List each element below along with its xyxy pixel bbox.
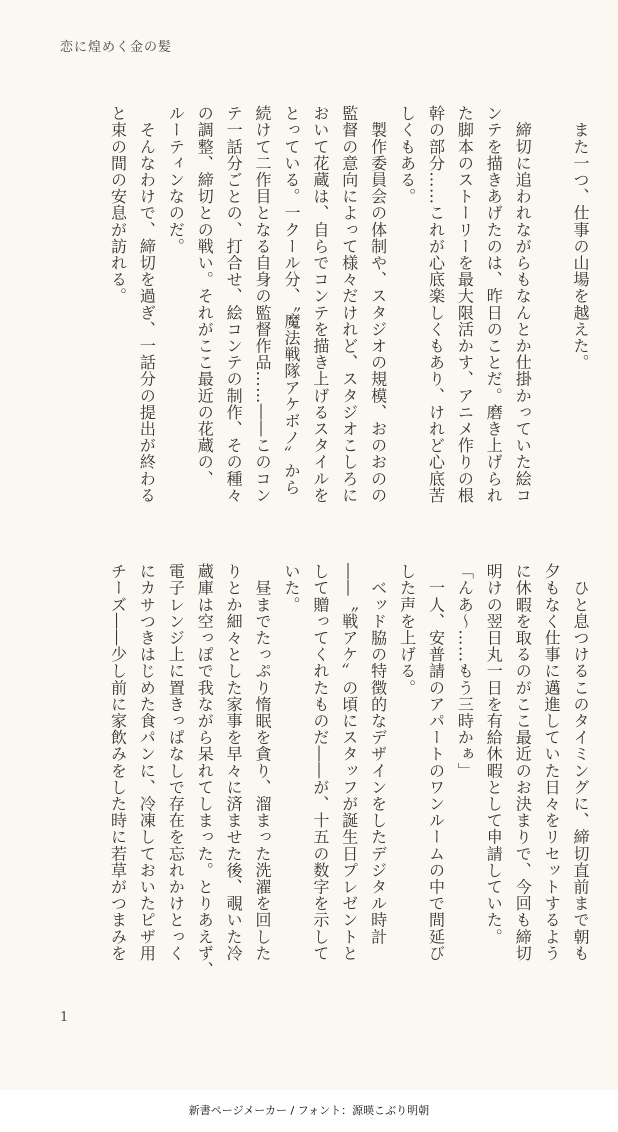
text-block-bottom: ひと息つけるこのタイミングに、締切直前まで朝も 夕もなく仕事に邁進していた日々をリセットするよう に休暇を取るのがここ最近のお決まりで、今回も締切 明けの翌日丸一日を有給休暇として申請していた。 「んあ〜……もう三時かぁ」 一人、安普請のアパートのワンルームの中で間延び した声を上げる。 ベッド脇の特徴的なデザインをしたデジタル時計 ――〝戦アケ〟の頃にスタッフが誕生日プレゼントと して贈ってくれたものだ――が、十五の数字を示して いた。 昼までたっぷり惰眠を貪り、溜まった洗濯を回した りとか細々とした家事を早々に済ませた後、覗いた冷 蔵庫は空っぽで我ながら呆れてしまった。とりあえず、 電子レンジ上に置きっぱなしで存在を忘れかけとっく にカサつきはじめた食パンに、冷凍しておいたピザ用 チーズ――少し前に家飲みをした時に若草がつまみを <box>108 563 590 978</box>
text-block-top: また一つ、仕事の山場を越えた。 締切に追われながらもなんとか仕掛かっていた絵コ ンテを描きあげたのは、昨日のことだ。磨き上げられ た脚本のストーリーを最大限活かす、アニメ作りの根 幹の部分……これが心底楽しくもあり、けれど心底苦 しくもある。 製作委員会の体制や、スタジオの規模、おのおのの 監督の意向によって様々だけれど、スタジオこしろに おいて花蔵は、自らでコンテを描き上げるスタイルを とっている。一クール分、〝魔法戦隊アケボノ〟から 続けて二作目となる自身の監督作品……――このコン テ一話分ごとの、打合せ、絵コンテの制作、その種々 の調整、締切との戦い。それがここ最近の花蔵の、 ルーティンなのだ。 そんなわけで、締切を過ぎ、一話分の提出が終わる と束の間の安息が訪れる。 <box>108 105 590 504</box>
footer-credit: 新書ページメーカー / フォント：源暎こぶり明朝 <box>188 1104 430 1117</box>
page-number: 1 <box>60 1010 69 1025</box>
book-title: 恋に煌めく金の髪 <box>60 40 173 55</box>
